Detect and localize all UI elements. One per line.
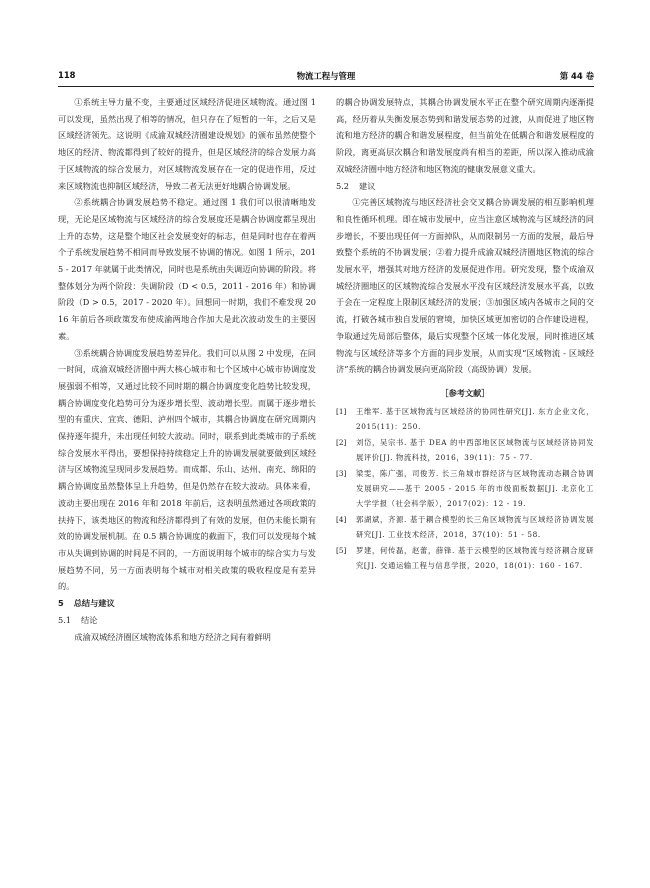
reference-list bbox=[336, 404, 594, 573]
journal-name: 物流工程与管理 bbox=[296, 71, 356, 81]
subsection-heading bbox=[336, 178, 594, 195]
reference-number: [1] bbox=[336, 406, 347, 416]
body-paragraph: 成渝双城经济圈区域物流体系和地方经济之间有着鲜明 bbox=[74, 631, 271, 642]
reference-item bbox=[336, 466, 594, 512]
page-number: 118 bbox=[58, 70, 76, 80]
reference-text: 刘岱，吴宗书. 基于 DEA 的中西部地区区域物流与区域经济协同发展评价[J]. 物流科技，2016，39(11)：75 - 77. bbox=[356, 437, 594, 463]
subsection-heading bbox=[58, 612, 316, 629]
references-title: ［参考文献］ bbox=[440, 387, 490, 398]
body-paragraph: 的耦合协调发展特点，其耦合协调发展水平正在整个研究周期内逐渐提高，经历着从失衡发展态势到和谐发展态势的过渡，从而促进了地区物流和地方经济的耦合和谐发展程度，但当前处在低耦合和谐发展程度的阶段，离更高层次耦合和谐发展度尚有相当的差距，所以深入推动成渝双城经济圈中地方经济和地区物流的健康发展意义重大。 bbox=[336, 97, 594, 174]
section-heading bbox=[58, 595, 316, 612]
subsection-number: 5.1 bbox=[58, 614, 72, 625]
reference-number: [4] bbox=[336, 514, 347, 524]
subsection-number: 5.2 bbox=[336, 180, 350, 191]
right-column bbox=[336, 94, 594, 573]
reference-item bbox=[336, 435, 594, 466]
subsection-title: 建议 bbox=[359, 180, 376, 191]
reference-text: 王维军. 基于区域物流与区域经济的协同性研究[J]. 东方企业文化，2015(11)：250. bbox=[356, 406, 594, 432]
volume-label: 第 44 卷 bbox=[559, 71, 594, 81]
reference-item bbox=[336, 512, 594, 543]
reference-text: 梁雯，陈广强，司俊芳. 长三角城市群经济与区域物流动态耦合协调发展研究——基于 2005 - 2015 年的市级面板数据[J]. 北京化工大学学报（社会科学版），2017(02)：12 - 19. bbox=[356, 468, 594, 509]
reference-text: 罗建，何传磊，赵蕾，薛锋. 基于云模型的区域物流与经济耦合度研究[J]. 交通运输工程与信息学报，2020，18(01)：160 - 167. bbox=[356, 545, 594, 571]
body-paragraph: ③系统耦合协调度发展趋势差异化。我们可以从图 2 中发现，在同一时间，成渝双城经济圈中两大核心城市和七个区域中心城市协调度发展强弱不相等，又通过比较不同时期的耦合协调度变化趋势比较发现，耦合协调度变化趋势可分为逐步增长型、波动增长型。而属于逐步增长型的有重庆、宜宾、德阳、泸州四个城市，其耦合协调度在研究周期内保持逐年提升，未出现任何较大波动。同时，联系到此类城市的子系统综合发展水平得出，要想保持持续稳定上升的协调发展就要做到区域经济与区域物流呈现同步发展趋势。而成都、乐山、达州、南充、绵阳的耦合协调度虽然整体呈上升趋势，但是仍然存在较大波动。具体来看，波动主要出现在 2016 年和 2018 年前后，这表明虽然通过各项政策的扶持下，该类地区的物流和经济都得到了有效的发展，但仍未能长期有效的协调发展机制。在 0.5 耦合协调度的截面下，我们可以发现每个城市从失调到协调的时间是不同的，一方面说明每个城市的综合实力与发展趋势不同，另一方面表明每个城市对相关政策的吸收程度是有差异的。 bbox=[58, 347, 316, 592]
body-paragraph: ②系统耦合协调发展趋势不稳定。通过图 1 我们可以很清晰地发现，无论是区域物流与区域经济的综合发展度还是耦合协调度都呈现出上升的态势，这是整个地区社会发展变好的标志，但是同时也存在着两个子系统发展趋势不相同而导致发展不协调的情况。如图 1 所示，2015 - 2017 年就属于此类情况，同时也是系统由失调迈向协调的阶段。将整体划分为两个阶段：失调阶段（D < 0.5，2011 - 2016 年）和协调阶段（D > 0.5，2017 - 2020 年）。回想同一时期，我们不难发现 2016 年前后各项政策发布使成渝两地合作加大是此次波动发生的主要因素。 bbox=[58, 197, 316, 341]
body-paragraph: ①系统主导力量不变，主要通过区域经济促进区域物流。通过图 1 可以发现，虽然出现了相等的情况，但只存在了短暂的一年，之后又是区域经济领先。这说明《成渝双城经济圈建设规划》的颁布虽然使整个地区的经济、物流都得到了较好的提升，但是区域经济的综合发展力高于区域物流的综合发展力，对区域物流发展存在一定的促进作用，反过来区域物流也抑制区域经济，导致二者无法更好地耦合协调发展。 bbox=[58, 97, 316, 191]
reference-number: [2] bbox=[336, 437, 347, 447]
page-header bbox=[58, 70, 594, 84]
reference-number: [5] bbox=[336, 545, 347, 555]
reference-item bbox=[336, 543, 594, 574]
section-title: 总结与建议 bbox=[73, 598, 115, 609]
reference-number: [3] bbox=[336, 468, 347, 478]
body-paragraph: ①完善区域物流与地区经济社会交叉耦合协调发展的相互影响机理和良性循环机理。即在城市发展中，应当注意区域物流与区域经济的同步增长，不要出现任何一方面掉队，从而限制另一方面的发展，最后导致整个系统的不协调发展；②着力提升成渝双城经济圈地区物流的综合发展水平，增强其对地方经济的发展促进作用。研究发现，整个成渝双城经济圈地区的区域物流综合发展水平没有区域经济发展水平高，以致于会在一定程度上限制区域经济的发展；③加强区域内各城市之间的交流，打破各城市独自发展的窘境，加快区域更加密切的合作建设进程，争取通过先局部后整体，最后实现整个区域一体化发展，同时推进区域物流与区域经济等多个方面的同步发展，从而实现“区域物流 - 区域经济”系统的耦合协调发展向更高阶段（高级协调）发展。 bbox=[336, 197, 594, 375]
subsection-title: 结论 bbox=[81, 614, 98, 625]
reference-text: 郭湖斌，齐源. 基于耦合模型的长三角区域物流与区域经济协调发展研究[J]. 工业技术经济，2018，37(10)：51 - 58. bbox=[356, 514, 594, 540]
section-number: 5 bbox=[58, 598, 64, 609]
reference-item bbox=[336, 404, 594, 435]
header-rule bbox=[58, 86, 594, 87]
left-column bbox=[58, 94, 316, 645]
